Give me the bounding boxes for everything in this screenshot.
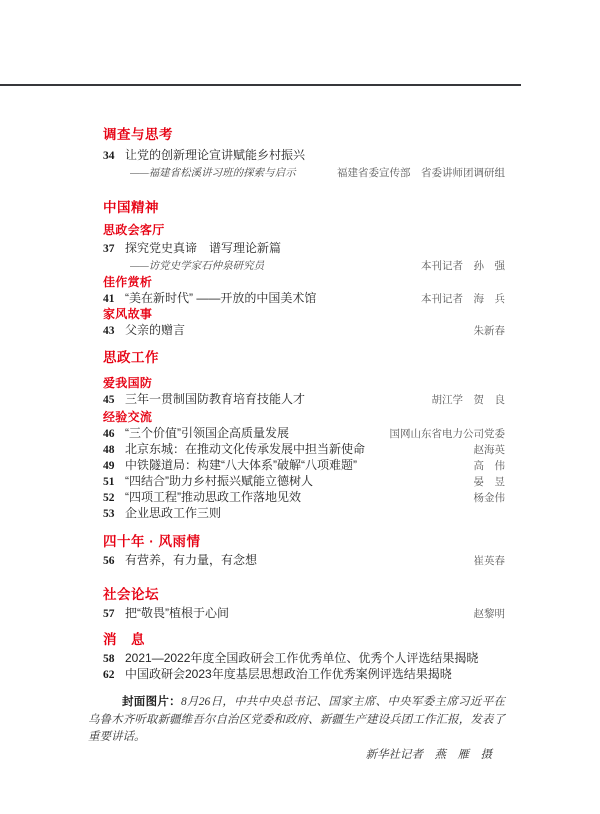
toc-entry-subtitle xyxy=(103,258,505,274)
toc-entry xyxy=(103,473,505,489)
cover-note-label: 封面图片： xyxy=(122,696,181,708)
page-number: 58 xyxy=(103,653,115,665)
cover-note-body: 8月26日，中共中央总书记、国家主席、中央军委主席习近平在乌鲁木齐听取新疆维吾尔自治区党委和政府、新疆生产建设兵团工作汇报，发表了重要讲话。 xyxy=(88,696,506,743)
entry-subtitle: ——福建省松溪讲习班的探索与启示 xyxy=(130,168,296,179)
entry-author: 杨金伟 xyxy=(473,492,505,504)
entry-subtitle: ——访党史学家石仲泉研究员 xyxy=(130,261,265,272)
top-divider-rule xyxy=(0,84,521,86)
entry-author: 赵黎明 xyxy=(473,608,505,620)
toc-entry xyxy=(103,666,505,682)
entry-title: 中国政研会2023年度基层思想政治工作优秀案例评选结果揭晓 xyxy=(125,667,452,681)
entry-title: “三个价值”引领国企高质量发展 xyxy=(125,426,289,440)
page-number: 48 xyxy=(103,444,115,456)
page-number: 45 xyxy=(103,394,115,406)
entry-author: 高 伟 xyxy=(473,460,505,472)
section-heading: 思政工作 xyxy=(103,350,159,365)
entry-title: 让党的创新理论宣讲赋能乡村振兴 xyxy=(125,148,306,162)
entry-author: 胡江学 贺 良 xyxy=(431,394,505,406)
section-heading: 调查与思考 xyxy=(103,127,173,142)
toc-entry xyxy=(103,650,505,666)
entry-author: 晏 昱 xyxy=(473,476,505,488)
page-number: 62 xyxy=(103,669,115,681)
page-number: 41 xyxy=(103,293,115,305)
toc-entry xyxy=(103,441,505,457)
toc-entry xyxy=(103,425,505,441)
entry-title: 有营养，有力量，有念想 xyxy=(125,553,258,567)
toc-entry xyxy=(103,147,505,163)
entry-title: 中铁隧道局：构建“八大体系”破解“八项难题” xyxy=(125,458,357,472)
entry-title: 父亲的赠言 xyxy=(125,323,186,337)
page-number: 53 xyxy=(103,508,115,520)
entry-title: 探究党史真谛 谱写理论新篇 xyxy=(125,241,282,255)
entry-author: 本刊记者 海 兵 xyxy=(421,293,505,305)
subsection-heading: 爱我国防 xyxy=(103,376,153,390)
section-heading: 社会论坛 xyxy=(103,587,159,602)
page-number: 51 xyxy=(103,476,115,488)
page-number: 43 xyxy=(103,325,115,337)
section-heading: 四十年 · 风雨情 xyxy=(103,534,201,549)
page-number: 57 xyxy=(103,608,115,620)
entry-author: 赵海英 xyxy=(473,444,505,456)
entry-title: 北京东城：在推动文化传承发展中担当新使命 xyxy=(125,442,366,456)
entry-title: “四项工程”推动思政工作落地见效 xyxy=(125,490,301,504)
entry-title: “四结合”助力乡村振兴赋能立德树人 xyxy=(125,474,313,488)
subsection-heading: 经验交流 xyxy=(103,410,153,424)
toc-entry xyxy=(103,322,505,338)
toc-entry-subtitle xyxy=(103,165,505,181)
entry-author: 国网山东省电力公司党委 xyxy=(389,428,505,440)
cover-note-paragraph xyxy=(88,694,505,747)
page-number: 52 xyxy=(103,492,115,504)
cover-photo-note xyxy=(88,694,505,764)
page-number: 37 xyxy=(103,243,115,255)
toc-entry xyxy=(103,240,505,256)
subsection-heading: 思政会客厅 xyxy=(103,223,165,237)
page-number: 56 xyxy=(103,555,115,567)
photo-credit: 新华社记者 燕 雁 摄 xyxy=(365,748,492,761)
section-heading: 中国精神 xyxy=(103,200,159,215)
entry-title: 企业思政工作三则 xyxy=(125,506,222,520)
toc-entry xyxy=(103,505,505,521)
toc-entry xyxy=(103,391,505,407)
entry-title: 2021—2022年度全国政研会工作优秀单位、优秀个人评选结果揭晓 xyxy=(125,651,479,665)
table-of-contents xyxy=(103,127,505,682)
entry-author: 本刊记者 孙 强 xyxy=(421,260,505,272)
entry-title: 把“敬畏”植根于心间 xyxy=(125,606,229,620)
entry-author: 福建省委宣传部 省委讲师团调研组 xyxy=(337,167,505,179)
page-number: 34 xyxy=(103,150,115,162)
toc-entry xyxy=(103,489,505,505)
entry-author: 崔英春 xyxy=(473,555,505,567)
entry-author: 朱新春 xyxy=(473,325,505,337)
toc-entry xyxy=(103,457,505,473)
entry-title: 三年一贯制国防教育培育技能人才 xyxy=(125,392,306,406)
subsection-heading: 佳作赏析 xyxy=(103,275,153,289)
toc-entry xyxy=(103,552,505,568)
page-number: 49 xyxy=(103,460,115,472)
entry-title: “美在新时代” ——开放的中国美术馆 xyxy=(125,291,317,305)
subsection-heading: 家风故事 xyxy=(103,307,153,321)
toc-entry xyxy=(103,290,505,306)
page-number: 46 xyxy=(103,428,115,440)
toc-entry xyxy=(103,605,505,621)
section-heading: 消 息 xyxy=(103,632,145,647)
